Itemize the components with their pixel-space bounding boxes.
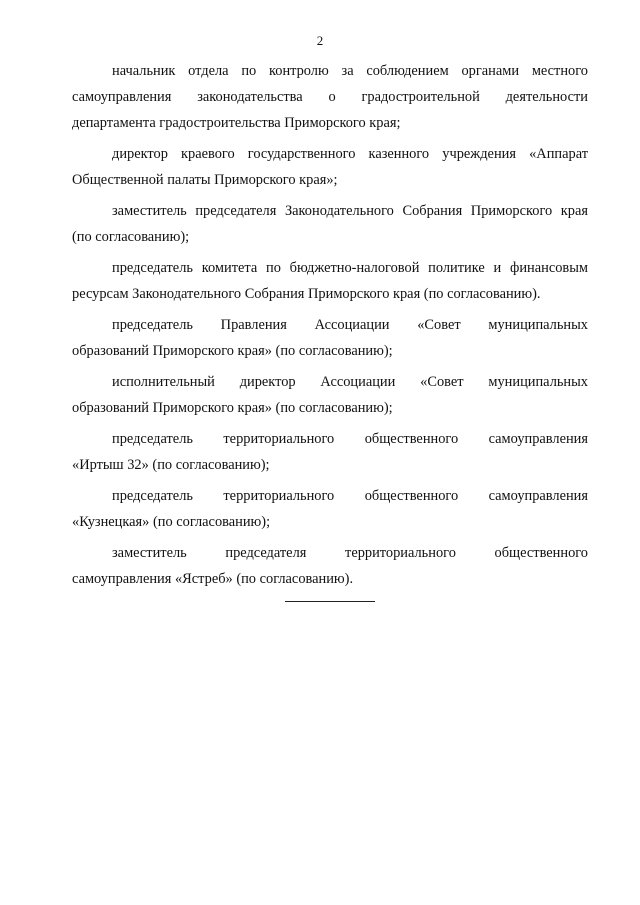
text-line: председатель комитета по бюджетно-налоговой политике и финансовым xyxy=(112,260,588,276)
text-line: Общественной палаты Приморского края»; xyxy=(72,172,338,188)
para-association-board-chairman xyxy=(72,312,588,364)
text-line: ресурсам Законодательного Собрания Приморского края (по согласованию). xyxy=(72,286,541,302)
text-line: директор краевого государственного казенного учреждения «Аппарат xyxy=(112,146,588,162)
text-line: начальник отдела по контролю за соблюдением органами местного xyxy=(112,63,588,79)
text-line: образований Приморского края» (по согласованию); xyxy=(72,343,393,359)
para-apparatus-director xyxy=(72,141,588,193)
para-irtysh-chairman xyxy=(72,426,588,478)
page-number: 2 xyxy=(316,33,324,48)
para-kuznetskaya-chairman xyxy=(72,483,588,535)
text-line: заместитель председателя Законодательного Собрания Приморского края xyxy=(112,203,588,219)
text-line: «Иртыш 32» (по согласованию); xyxy=(72,457,270,473)
text-line: самоуправления законодательства о градостроительной деятельности xyxy=(72,89,588,105)
text-line: образований Приморского края» (по согласованию); xyxy=(72,400,393,416)
text-line: председатель Правления Ассоциации «Совет муниципальных xyxy=(112,317,588,333)
para-department-head xyxy=(72,58,588,136)
text-line: самоуправления «Ястреб» (по согласованию). xyxy=(72,571,354,587)
document-body xyxy=(72,58,588,597)
para-yastreb-deputy-chairman xyxy=(72,540,588,592)
text-line: заместитель председателя территориального общественного xyxy=(112,545,588,561)
text-line: (по согласованию); xyxy=(72,229,190,245)
para-deputy-chairman-assembly xyxy=(72,198,588,250)
text-line: «Кузнецкая» (по согласованию); xyxy=(72,514,271,530)
text-line: департамента градостроительства Приморского края; xyxy=(72,115,401,131)
text-line: председатель территориального общественного самоуправления xyxy=(112,488,588,504)
text-line: исполнительный директор Ассоциации «Совет муниципальных xyxy=(112,374,588,390)
end-divider xyxy=(285,601,375,602)
para-association-executive-director xyxy=(72,369,588,421)
para-budget-committee-chairman xyxy=(72,255,588,307)
text-line: председатель территориального общественного самоуправления xyxy=(112,431,588,447)
